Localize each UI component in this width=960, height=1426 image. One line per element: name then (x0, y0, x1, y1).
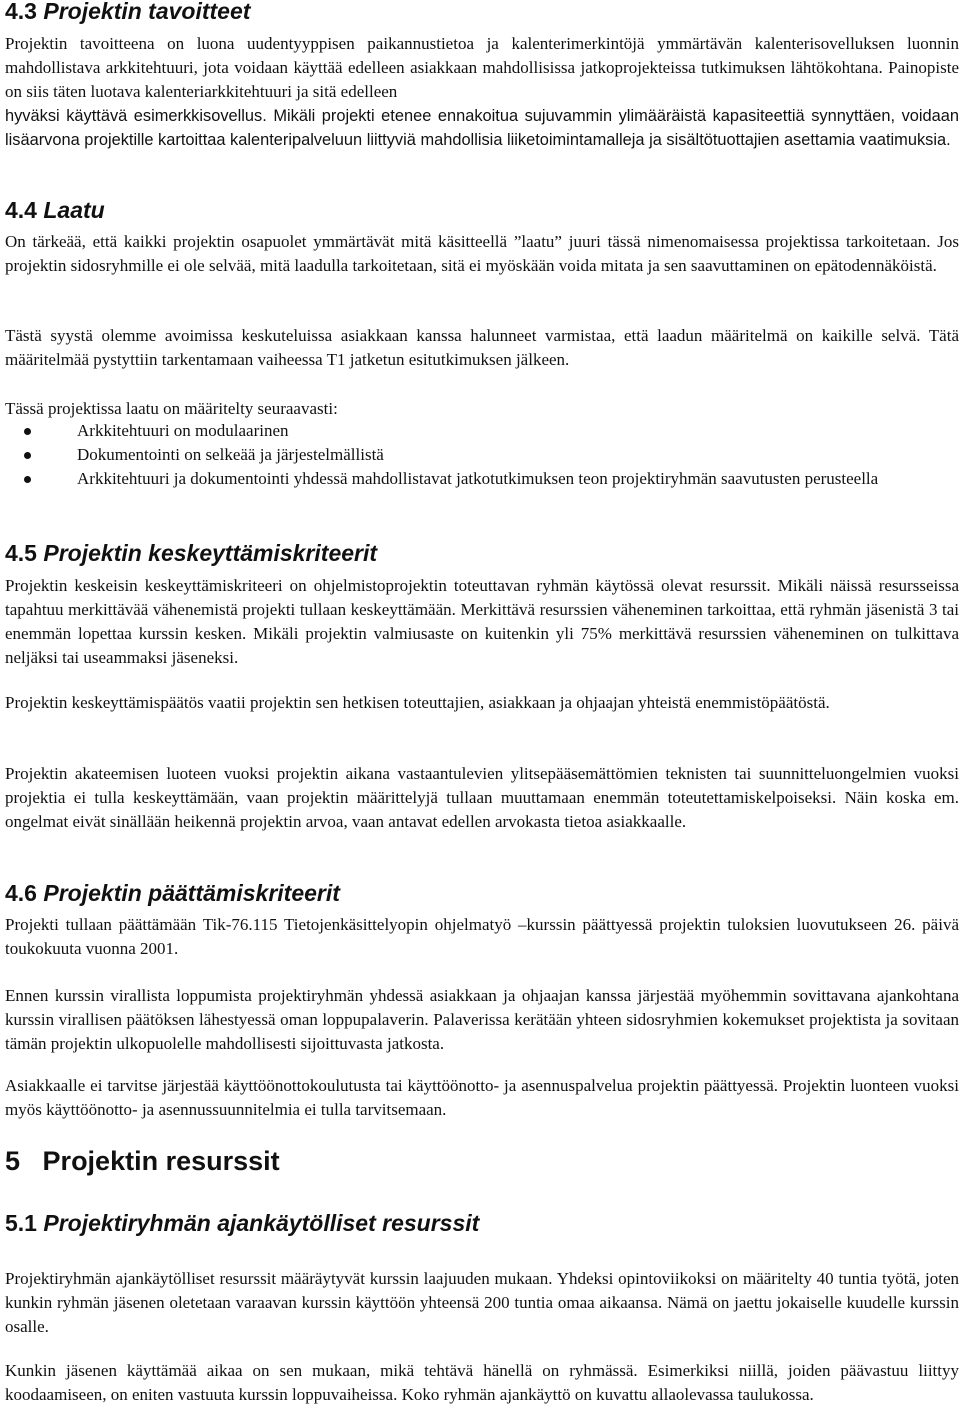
section-heading-4-3: 4.3 Projektin tavoitteet (5, 0, 251, 24)
list-item: Arkkitehtuuri on modulaarinen (5, 419, 959, 443)
paragraph-4-5-1: Projektin keskeisin keskeyttämiskriteeri on ohjelmistoprojektin toteuttavan ryhmän käytössä olevat resurssit. Mikäli näissä resursseissa tapahtuu merkittävää vähenemistä projekti tullaan keskeyttämään. Merkittävä resurssien väheneminen tarkoittaa, että ryhmän jäsenistä 3 tai enemmän lopettaa kurssin kesken. Mikäli projektin valmiusaste on kuitenkin yli 75% merkittävä resurssien väheneminen on tulkittava neljäksi tai useammaksi jäseneksi. (5, 576, 959, 667)
paragraph-4-3-sans: hyväksi käyttävä esimerkkisovellus. Mikäli projekti etenee ennakoitua sujuvammin ylimääräistä kapasiteettiä synnyttäen, voidaan lisäarvona projektille kartoittaa kalenteripalveluun liittyviä mahdollisia liiketoimintamalleja ja sisältötuottajien asettamia vaatimuksia. (5, 107, 959, 149)
paragraph-4-4-2: Tästä syystä olemme avoimissa keskuteluissa asiakkaan kanssa halunneet varmistaa, että laadun määritelmä on kaikille selvä. Tätä määritelmää pystyttiin tarkentamaan vaiheessa T1 jatketun esitutkimuksen jälkeen. (5, 326, 959, 369)
paragraph-4-6-3: Asiakkaalle ei tarvitse järjestää käyttöönottokoulutusta tai käyttöönotto- ja asennuspalvelua projektin päättyessä. Projektin luonteen vuoksi myös käyttöönotto- ja asennussuunnitelmia ei tulla tarvitsemaan. (5, 1076, 959, 1119)
paragraph-4-6-2: Ennen kurssin virallista loppumista projektiryhmän yhdessä asiakkaan ja ohjaajan kanssa järjestää myöhemmin sovittavana ajankohtana kurssin virallisen päätöksen lähestyessä oman loppupalaverin. Palaverissa kerätään yhteen sidosryhmien kokemukset projektista ja sovitaan tämän projektin ulkopuolelle mahdollisesti sijoittuvasta jatkosta. (5, 986, 959, 1053)
paragraph-4-3-serif: Projektin tavoitteena on luona uudentyyppisen paikannustietoa ja kalenterimerkintöjä ymmärtävän kalenterisovelluksen luonnin mahdollistava arkkitehtuuri, jota voidaan käyttää edelleen asiakkaan mahdollisissa jatkoprojekteissa tutkimuksen lähtökohtana. Painopiste on siis täten luotava kalenteriarkkitehtuuri ja sitä edelleen (5, 34, 959, 101)
quality-list (5, 419, 959, 491)
chapter-heading-5: 5 Projektin resurssit (5, 1146, 280, 1176)
paragraph-5-1-1: Projektiryhmän ajankäytölliset resurssit määräytyvät kurssin laajuuden mukaan. Yhdeksi opintoviikoksi on määritelty 40 tuntia työtä, joten kunkin ryhmän jäsenen oletetaan varaavan kurssin käyttöön yhteensä 200 tuntia omaa aikaansa. Nämä on jaettu jokaiselle kuudelle kurssin osalle. (5, 1269, 959, 1336)
paragraph-4-5-3: Projektin akateemisen luoteen vuoksi projektin aikana vastaantulevien ylitsepääsemättömien teknisten tai suunnitteluongelmien vuoksi projektia ei tulla keskeyttämään, vaan projektin määrittelyjä tullaan muuttamaan enemmän toteutettamiskelpoiseksi. Näin koska em. ongelmat eivät sinällään heikennä projektin arvoa, vaan antavat edellen arvokasta tietoa asiakkaalle. (5, 764, 959, 831)
section-heading-4-5: 4.5 Projektin keskeyttämiskriteerit (5, 540, 378, 566)
paragraph-4-5-2: Projektin keskeyttämispäätös vaatii projektin sen hetkisen toteuttajien, asiakkaan ja ohjaajan yhteistä enemmistöpäätöstä. (5, 693, 830, 712)
paragraph-4-4-1: On tärkeää, että kaikki projektin osapuolet ymmärtävät mitä käsitteellä ”laatu” juuri tässä nimenomaisessa projektissa tarkoitetaan. Jos projektin sidosryhmille ei ole selvää, mitä laadulla tarkoitetaan, sitä ei myöskään voida mitata ja sen saavuttaminen on epätodennäköistä. (5, 232, 959, 275)
paragraph-4-4-3: Tässä projektissa laatu on määritelty seuraavasti: (5, 399, 338, 418)
bullet-icon (24, 452, 31, 459)
list-item: Arkkitehtuuri ja dokumentointi yhdessä mahdollistavat jatkotutkimuksen teon projektiryhmän saavutusten perusteella (5, 467, 959, 491)
bullet-icon (24, 476, 31, 483)
section-heading-4-4: 4.4 Laatu (5, 197, 105, 223)
list-item: Dokumentointi on selkeää ja järjestelmällistä (5, 443, 959, 467)
section-heading-5-1: 5.1 Projektiryhmän ajankäytölliset resurssit (5, 1210, 480, 1236)
paragraph-4-6-1: Projekti tullaan päättämään Tik-76.115 Tietojenkäsittelyopin ohjelmatyö –kurssin päättyessä projektin tuloksien luovutukseen 26. päivä toukokuuta vuonna 2001. (5, 915, 959, 958)
section-heading-4-6: 4.6 Projektin päättämiskriteerit (5, 880, 340, 906)
paragraph-5-1-2: Kunkin jäsenen käyttämää aikaa on sen mukaan, mikä tehtävä hänellä on ryhmässä. Esimerkiksi niillä, joiden päävastuu liittyy koodaamiseen, on eniten vastuuta kurssin loppuvaiheissa. Koko ryhmän ajankäyttö on kuvattu allaolevassa taulukossa. (5, 1361, 959, 1404)
bullet-icon (24, 428, 31, 435)
